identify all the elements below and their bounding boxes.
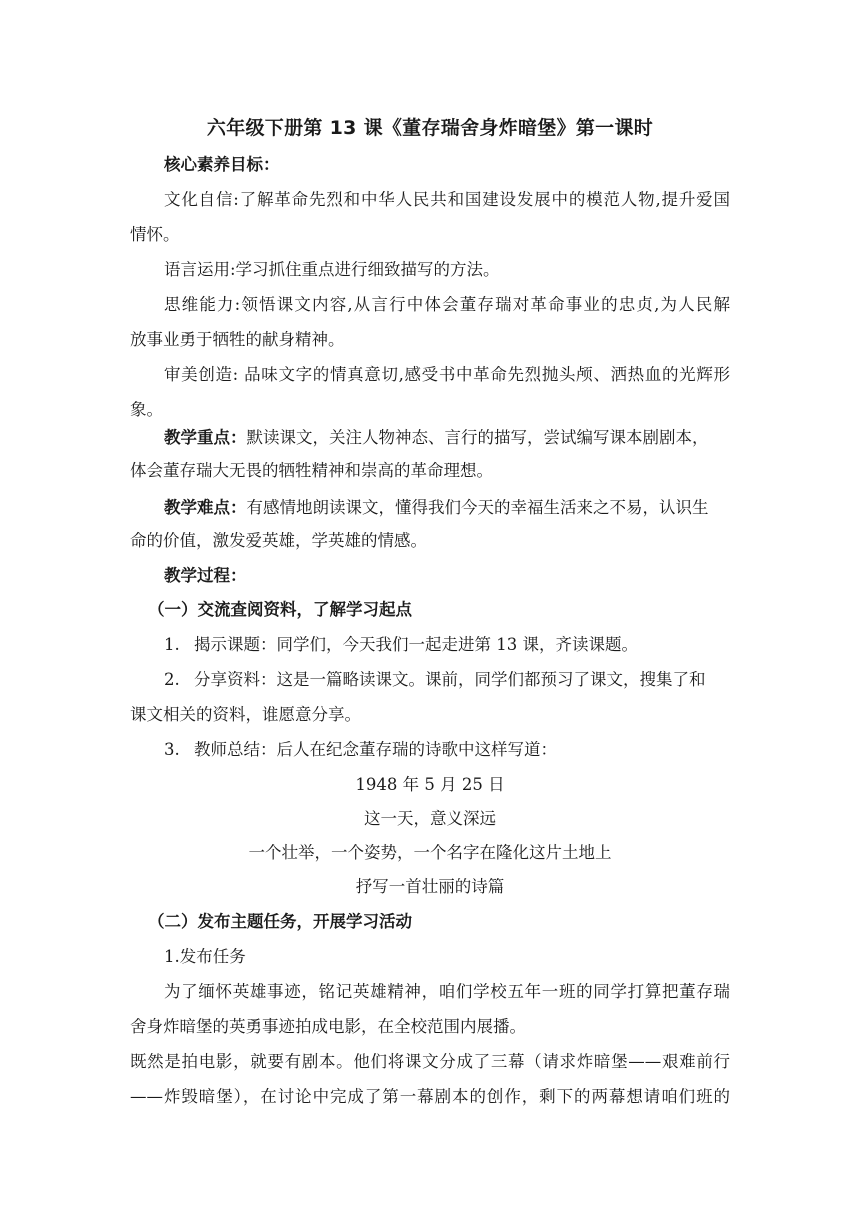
item-3-number: 3.	[164, 740, 180, 759]
goal-thinking-line-1: 思维能力:领悟课文内容,从言行中体会董存瑞对革命事业的忠贞,为人民解	[164, 295, 730, 314]
poem-line-1: 1948 年 5 月 25 日	[355, 775, 505, 794]
item-2-text: 分享资料：这是一篇略读课文。课前，同学们都预习了课文，搜集了和	[194, 670, 706, 689]
goal-culture-line-2: 情怀。	[130, 225, 180, 244]
section-1-heading: （一）交流查阅资料，了解学习起点	[148, 600, 412, 619]
process-heading: 教学过程：	[164, 566, 247, 585]
item-2-line-2: 课文相关的资料，谁愿意分享。	[130, 705, 361, 724]
goal-aesthetic-line-1: 审美创造: 品味文字的情真意切,感受书中革命先烈抛头颅、洒热血的光辉形	[164, 365, 730, 384]
section-2-heading: （二）发布主题任务，开展学习活动	[148, 912, 412, 931]
task-paragraph-line-1: 为了缅怀英雄事迹，铭记英雄精神，咱们学校五年一班的同学打算把董存瑞	[164, 982, 730, 1001]
task-paragraph-line-3: 既然是拍电影，就要有剧本。他们将课文分成了三幕（请求炸暗堡——艰难前行	[130, 1052, 730, 1071]
item-1-number: 1.	[164, 635, 180, 654]
difficulty-line-1	[164, 495, 730, 521]
goals-heading: 核心素养目标：	[164, 155, 280, 174]
difficulty-line-2: 命的价值，激发爱英雄，学英雄的情感。	[130, 531, 427, 550]
task-paragraph-line-4: ——炸毁暗堡），在讨论中完成了第一幕剧本的创作，剩下的两幕想请咱们班的	[130, 1087, 730, 1106]
task-heading: 1.发布任务	[164, 947, 246, 966]
key-points-text: 默读课文，关注人物神态、言行的描写，尝试编写课本剧剧本，	[246, 428, 709, 447]
goal-culture-line-1: 文化自信:了解革命先烈和中华人民共和国建设发展中的模范人物,提升爱国	[164, 190, 730, 209]
task-paragraph-line-2: 舍身炸暗堡的英勇事迹拍成电影，在全校范围内展播。	[130, 1017, 526, 1036]
poem-line-2: 这一天，意义深远	[364, 809, 496, 828]
page-title: 六年级下册第 13 课《董存瑞舍身炸暗堡》第一课时	[206, 117, 654, 139]
item-1-text: 揭示课题：同学们，今天我们一起走进第 13 课，齐读课题。	[194, 635, 638, 654]
goal-language: 语言运用:学习抓住重点进行细致描写的方法。	[164, 260, 500, 279]
item-2-number: 2.	[164, 670, 180, 689]
item-3	[164, 737, 557, 763]
item-3-text: 教师总结：后人在纪念董存瑞的诗歌中这样写道：	[194, 740, 557, 759]
poem-line-3: 一个壮举，一个姿势，一个名字在隆化这片土地上	[248, 843, 612, 862]
difficulty-text: 有感情地朗读课文，懂得我们今天的幸福生活来之不易，认识生	[246, 498, 709, 517]
key-points-line-2: 体会董存瑞大无畏的牺牲精神和崇高的革命理想。	[130, 461, 493, 480]
key-points-label: 教学重点：	[164, 428, 247, 447]
item-2-line-1	[164, 667, 730, 693]
key-points-line-1	[164, 425, 730, 451]
poem-line-4: 抒写一首壮丽的诗篇	[355, 877, 505, 896]
difficulty-label: 教学难点：	[164, 498, 247, 517]
item-1	[164, 632, 638, 658]
goal-thinking-line-2: 放事业勇于牺牲的献身精神。	[130, 330, 345, 349]
goal-aesthetic-line-2: 象。	[130, 400, 163, 419]
